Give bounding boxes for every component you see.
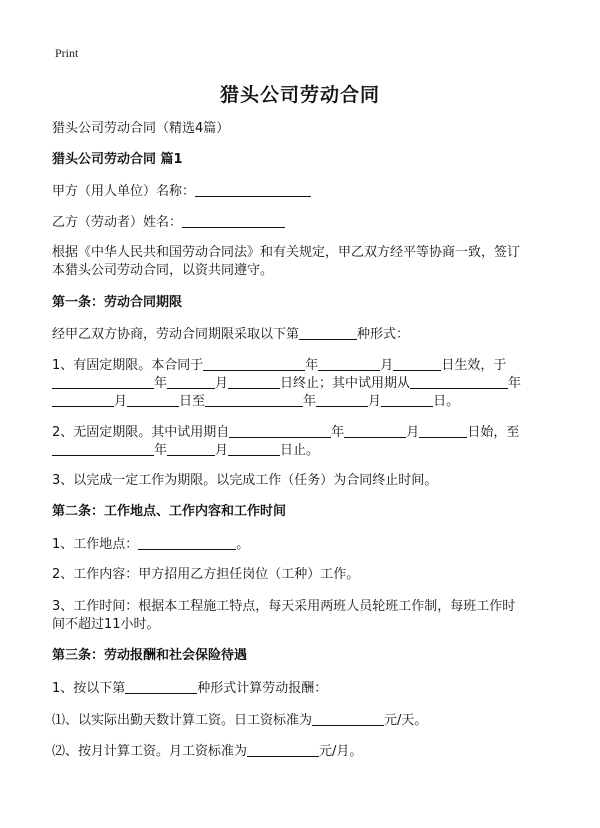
- party-b-row: [52, 213, 285, 232]
- end-day-blank[interactable]: [228, 374, 280, 389]
- work-time-line1: 3、工作时间：根据本工程施工特点，每天采用两班人员轮班工作制，每班工作时: [52, 599, 516, 614]
- probation-start-month-blank[interactable]: [52, 392, 114, 407]
- daily-wage-blank[interactable]: [312, 711, 384, 726]
- end-month-blank[interactable]: [167, 374, 215, 389]
- article1-intro-text: 经甲乙双方协商，劳动合同期限采取以下第: [52, 327, 300, 342]
- party-a-row: [52, 182, 311, 201]
- year-label: 年: [331, 425, 345, 440]
- intro-paragraph-line1: 根据《中华人民共和国劳动合同法》和有关规定，甲乙双方经平等协商一致，签订: [52, 245, 521, 260]
- work-location-row: [52, 535, 249, 554]
- open-term-label: 2、无固定期限。其中试用期自: [52, 425, 230, 440]
- year-label: 年: [154, 376, 168, 391]
- task-term-item: 3、以完成一定工作为期限。以完成工作（任务）为合同终止时间。: [52, 473, 438, 488]
- open-probation-start-year-blank[interactable]: [229, 423, 331, 438]
- party-b-label: 乙方（劳动者）姓名：: [52, 215, 183, 230]
- daily-wage-row: [52, 711, 427, 730]
- probation-start-day-blank[interactable]: [127, 392, 179, 407]
- document-title: 猎头公司劳动合同: [219, 84, 380, 106]
- open-probation-end-month-blank[interactable]: [167, 441, 215, 456]
- pay-form-label: 1、按以下第: [52, 681, 126, 696]
- month-label: 月: [368, 394, 382, 409]
- year-label: 年: [154, 443, 168, 458]
- probation-end-year-blank[interactable]: [205, 392, 303, 407]
- probation-to-label: 日至: [179, 394, 206, 409]
- open-term-row2: [52, 441, 319, 460]
- article3-heading: 第三条：劳动报酬和社会保险待遇: [52, 648, 248, 663]
- monthly-wage-label: ⑵、按月计算工资。月工资标准为: [52, 744, 248, 759]
- fixed-term-label: 1、有固定期限。本合同于: [52, 358, 204, 373]
- party-a-name-blank[interactable]: [195, 182, 311, 197]
- year-label: 年: [508, 376, 522, 391]
- month-label: 月: [215, 443, 229, 458]
- party-a-label: 甲方（用人单位）名称：: [52, 184, 196, 199]
- daily-wage-unit: 元/天。: [384, 713, 428, 728]
- intro-paragraph-line2: 本猎头公司劳动合同，以资共同遵守。: [52, 263, 274, 278]
- month-label: 月: [114, 394, 128, 409]
- period-mark: 。: [236, 537, 250, 552]
- article2-heading: 第二条：工作地点、工作内容和工作时间: [52, 504, 287, 519]
- probation-end-month-blank[interactable]: [316, 392, 368, 407]
- pay-form-row: [52, 679, 327, 698]
- month-label: 月: [406, 425, 420, 440]
- open-probation-end-day-blank[interactable]: [228, 441, 280, 456]
- print-link[interactable]: Print: [55, 46, 79, 60]
- start-year-blank[interactable]: [203, 356, 305, 371]
- article1-intro-suffix: 种形式：: [357, 327, 410, 342]
- open-start-label: 日始，至: [467, 425, 520, 440]
- open-stop-label: 日止。: [280, 443, 320, 458]
- work-location-blank[interactable]: [138, 535, 236, 550]
- end-year-blank[interactable]: [52, 374, 154, 389]
- start-day-blank[interactable]: [393, 356, 441, 371]
- open-probation-start-day-blank[interactable]: [419, 423, 467, 438]
- pay-form-blank[interactable]: [125, 679, 197, 694]
- open-probation-end-year-blank[interactable]: [52, 441, 154, 456]
- work-time-line2: 间不超过11小时。: [52, 617, 160, 632]
- fixed-term-row1: [52, 356, 506, 375]
- open-term-row1: [52, 423, 519, 442]
- effective-label: 日生效，于: [441, 358, 507, 373]
- month-label: 月: [380, 358, 394, 373]
- work-content-item: 2、工作内容：甲方招用乙方担任岗位（工种）工作。: [52, 567, 360, 582]
- daily-wage-label: ⑴、以实际出勤天数计算工资。日工资标准为: [52, 713, 313, 728]
- probation-start-year-blank[interactable]: [410, 374, 508, 389]
- day-label: 日。: [433, 394, 460, 409]
- part-heading: 猎头公司劳动合同 篇1: [52, 152, 183, 167]
- fixed-term-row3: [52, 392, 459, 411]
- article1-intro-row: [52, 325, 409, 344]
- fixed-term-row2: [52, 374, 521, 393]
- year-label: 年: [303, 394, 317, 409]
- monthly-wage-blank[interactable]: [247, 742, 319, 757]
- monthly-wage-unit: 元/月。: [319, 744, 363, 759]
- pay-form-suffix: 种形式计算劳动报酬：: [197, 681, 328, 696]
- monthly-wage-row: [52, 742, 362, 761]
- probation-end-day-blank[interactable]: [381, 392, 433, 407]
- term-form-blank[interactable]: [299, 325, 357, 340]
- work-location-label: 1、工作地点：: [52, 537, 139, 552]
- year-label: 年: [305, 358, 319, 373]
- open-probation-start-month-blank[interactable]: [344, 423, 406, 438]
- party-b-name-blank[interactable]: [182, 213, 285, 228]
- probation-from-label: 日终止；其中试用期从: [280, 376, 411, 391]
- article1-heading: 第一条：劳动合同期限: [52, 295, 183, 310]
- start-month-blank[interactable]: [318, 356, 380, 371]
- document-subtitle: 猎头公司劳动合同（精选4篇）: [52, 121, 230, 136]
- month-label: 月: [215, 376, 229, 391]
